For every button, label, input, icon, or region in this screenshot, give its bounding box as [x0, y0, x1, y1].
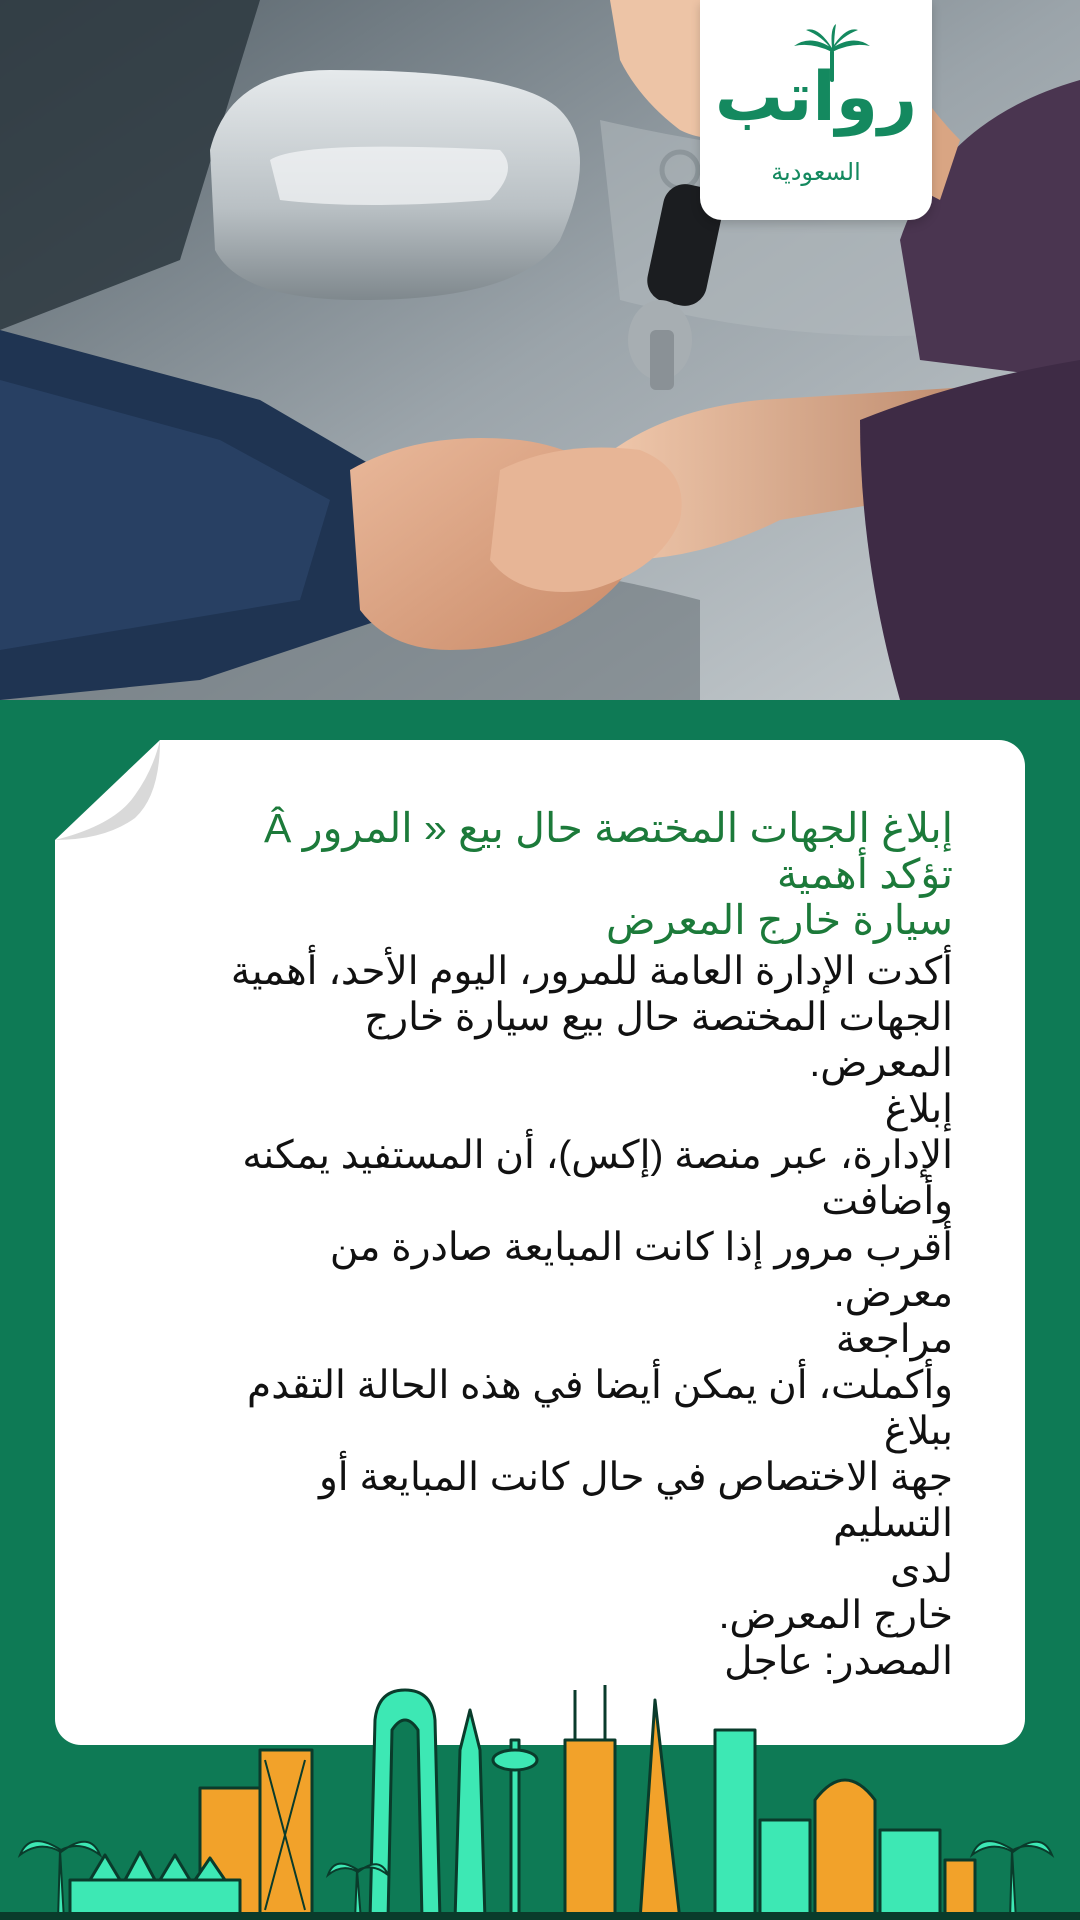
article-content	[225, 805, 953, 1685]
brand-logo	[700, 0, 932, 220]
brand-subtitle: السعودية	[771, 158, 861, 186]
brand-name: رواتب	[714, 58, 918, 137]
article-headline: إبلاغ الجهات المختصة حال بيع « المرور Â تؤكد أهمية سيارة خارج المعرض	[264, 805, 953, 943]
article-source: المصدر: عاجل	[724, 1640, 953, 1683]
riyadh-skyline-illustration	[0, 1680, 1080, 1920]
article-card	[55, 740, 1025, 1745]
page-fold-decoration	[55, 740, 160, 840]
article-body: أكدت الإدارة العامة للمرور، اليوم الأحد، أهمية الجهات المختصة حال بيع سيارة خارج المعرض. إبلاغ الإدارة، عبر منصة (إكس)، أن المستفيد يمكنه وأضافت أقرب مرور إذا كانت المبايعة صادرة من معرض. مراجعة وأكملت، أن يمكن أيضا في هذه الحالة التقدم ببلاغ جهة الاختصاص في حال كانت المبايعة أو التسليم لدى خارج المعرض.	[230, 950, 953, 1637]
